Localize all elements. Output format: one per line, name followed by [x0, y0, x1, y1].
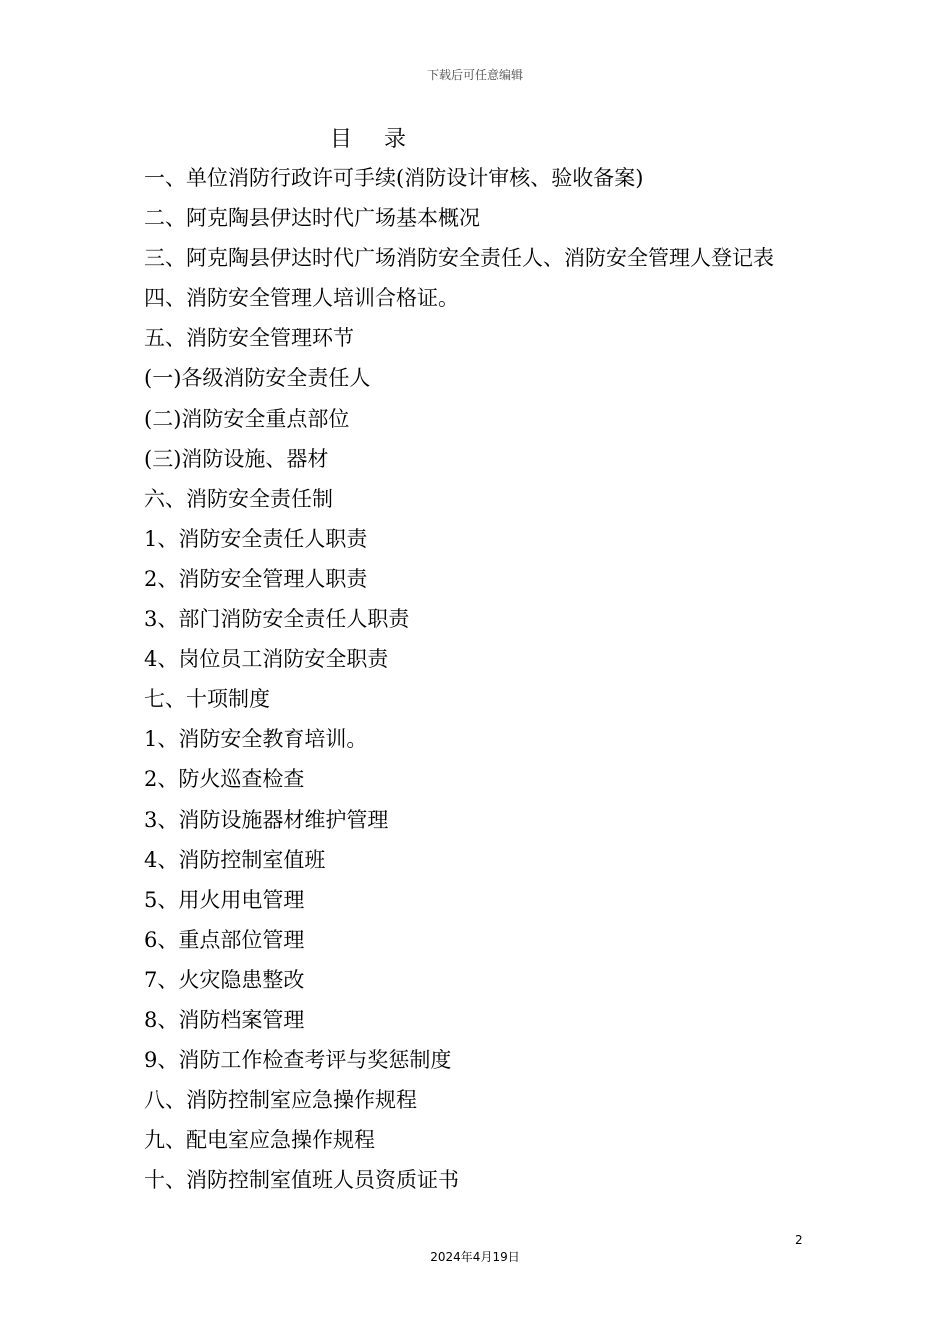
- toc-title-left: 目: [329, 127, 352, 152]
- toc-item: 1、消防安全教育培训。: [144, 727, 368, 752]
- toc-item: 七、十项制度: [144, 687, 270, 712]
- toc-title: [0, 122, 736, 153]
- toc-item: 4、消防控制室值班: [144, 847, 326, 872]
- toc-item: 六、消防安全责任制: [144, 486, 333, 511]
- toc-item: (一)各级消防安全责任人: [144, 366, 371, 391]
- toc-item: (二)消防安全重点部位: [144, 406, 350, 431]
- toc-title-right: 录: [384, 127, 407, 152]
- toc-item: 8、消防档案管理: [144, 1007, 305, 1032]
- toc-item: 7、火灾隐患整改: [144, 967, 305, 992]
- toc-item: 五、消防安全管理环节: [144, 326, 354, 351]
- toc-item: 八、消防控制室应急操作规程: [144, 1088, 417, 1113]
- toc-item: (三)消防设施、器材: [144, 446, 329, 471]
- toc-item: 十、消防控制室值班人员资质证书: [144, 1168, 459, 1193]
- toc-item: 2、消防安全管理人职责: [144, 566, 368, 591]
- page-number: 2: [795, 1233, 803, 1247]
- header-note: 下载后可任意编辑: [426, 68, 523, 82]
- toc-item: 3、消防设施器材维护管理: [144, 807, 389, 832]
- toc-item: 4、岗位员工消防安全职责: [144, 647, 389, 672]
- toc-item: 6、重点部位管理: [144, 927, 305, 952]
- toc-item: 9、消防工作检查考评与奖惩制度: [144, 1048, 452, 1073]
- toc-list: [144, 158, 844, 1200]
- toc-item: 1、消防安全责任人职责: [144, 526, 368, 551]
- toc-item: 2、防火巡查检查: [144, 767, 305, 792]
- toc-item: 三、阿克陶县伊达时代广场消防安全责任人、消防安全管理人登记表: [144, 246, 774, 271]
- toc-item: 四、消防安全管理人培训合格证。: [144, 286, 459, 311]
- toc-item: 九、配电室应急操作规程: [144, 1128, 375, 1153]
- toc-item: 5、用火用电管理: [144, 887, 305, 912]
- toc-item: 3、部门消防安全责任人职责: [144, 607, 410, 632]
- footer-date: 2024年4月19日: [430, 1250, 520, 1264]
- toc-item: 二、阿克陶县伊达时代广场基本概况: [144, 206, 480, 231]
- toc-item: 一、单位消防行政许可手续(消防设计审核、验收备案): [144, 166, 644, 190]
